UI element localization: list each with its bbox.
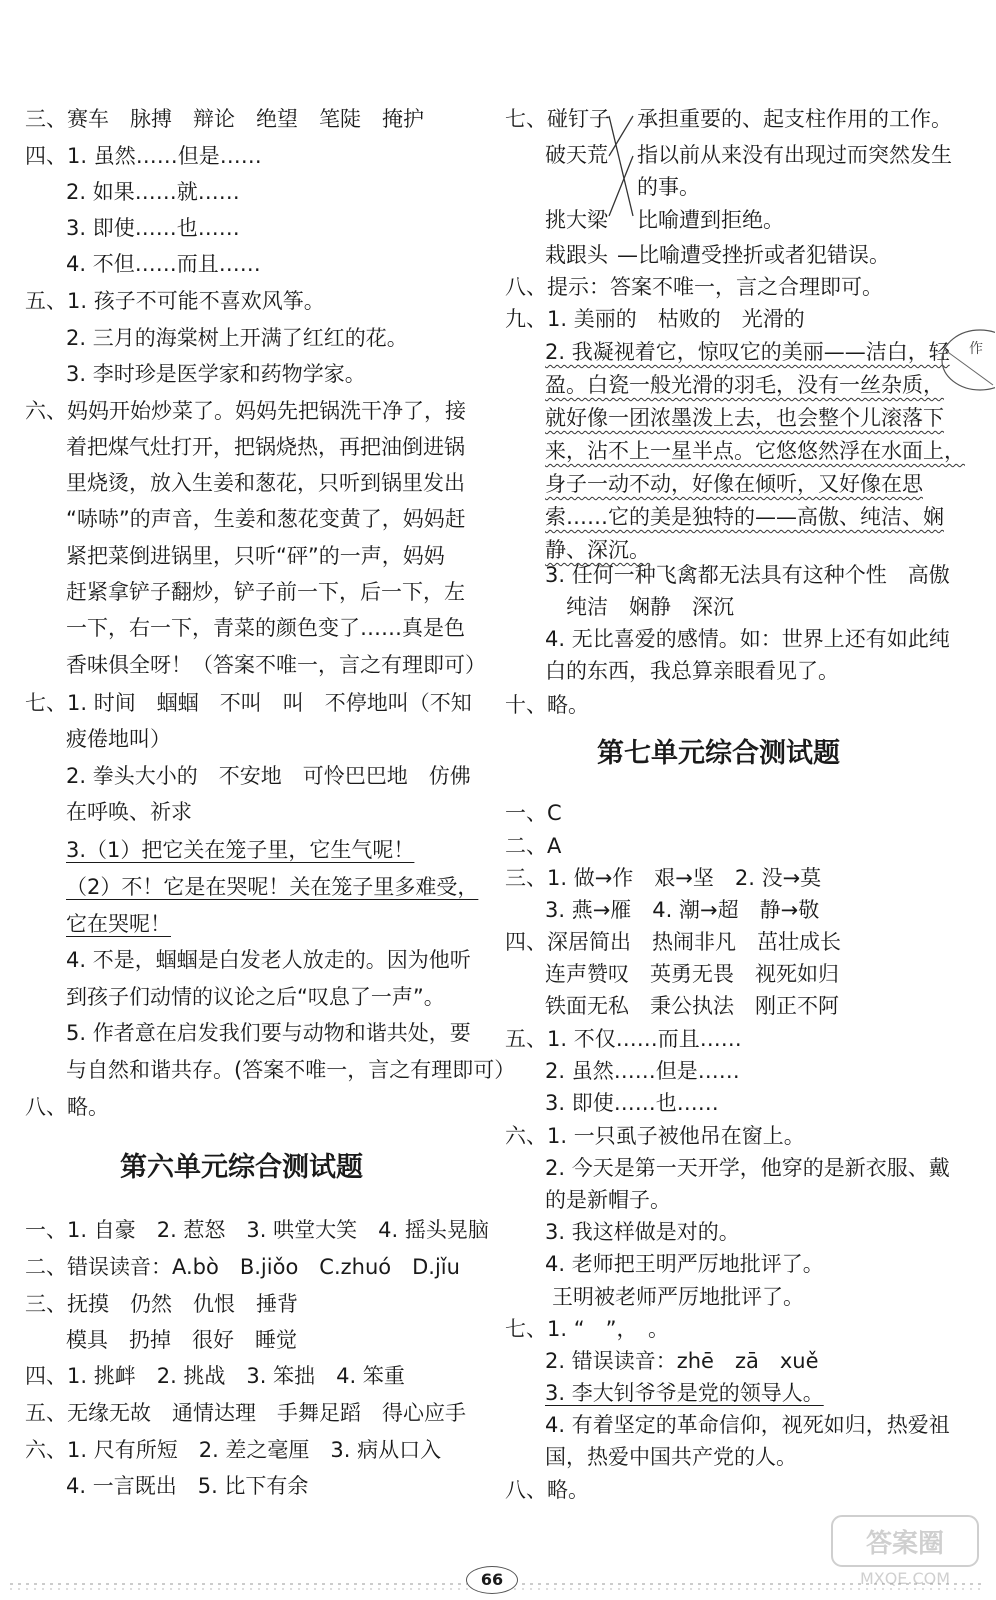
- left-answer-4-2: 2. 如果……就……: [66, 180, 240, 204]
- unit7-answer-7-4b: 国，热爱中国共产党的人。: [545, 1445, 797, 1469]
- left-answer-4-4: 4. 不但……而且……: [66, 252, 261, 276]
- match-def-4: —比喻遭受挫折或者犯错误。: [617, 243, 890, 267]
- unit7-answer-6-2a: 2. 今天是第一天开学，他穿的是新衣服、戴: [545, 1156, 950, 1180]
- left-answer-6-line4: “哧哧”的声音，生姜和葱花变黄了，妈妈赶: [66, 507, 466, 531]
- left-answer-7-line6: （2）不！它是在哭呢！关在笼子里多难受，: [66, 875, 479, 899]
- unit6-title: 第六单元综合测试题: [120, 1152, 363, 1183]
- match-term-1: 七、碰钉子: [505, 107, 610, 131]
- right-answer-9-2-line6: 索……它的美是独特的——高傲、纯洁、娴: [545, 505, 944, 529]
- unit6-answer-1: 一、1. 自豪 2. 惹怒 3. 哄堂大笑 4. 摇头晃脑: [25, 1218, 489, 1242]
- page-number: 66: [466, 1566, 518, 1594]
- unit6-answer-3a: 三、抚摸 仍然 仇恨 捶背: [25, 1292, 298, 1316]
- unit6-answer-5: 五、无缘无故 通情达理 手舞足蹈 得心应手: [25, 1401, 466, 1425]
- left-answer-6-line5: 紧把菜倒进锅里，只听“砰”的一声，妈妈: [66, 544, 445, 568]
- unit7-answer-5-3: 3. 即使……也……: [545, 1091, 719, 1115]
- unit7-answer-7-1: 七、1. “ ”， 。: [505, 1317, 669, 1341]
- unit7-answer-3a: 三、1. 做→作 艰→坚 2. 没→莫: [505, 866, 822, 890]
- unit6-answer-6a: 六、1. 尺有所短 2. 差之毫厘 3. 病从口入: [25, 1438, 442, 1462]
- left-answer-6-line3: 里烧烫，放入生姜和葱花，只听到锅里发出: [66, 471, 465, 495]
- match-def-3: 比喻遭到拒绝。: [637, 208, 784, 232]
- left-answer-6-line6: 赶紧拿铲子翻炒，铲子前一下，后一下，左: [66, 580, 465, 604]
- right-answer-9-3-line1: 3. 任何一种飞禽都无法具有这种个性 高傲: [545, 563, 950, 587]
- left-answer-4-1: 四、1. 虽然……但是……: [25, 144, 262, 168]
- unit6-answer-4: 四、1. 挑衅 2. 挑战 3. 笨拙 4. 笨重: [25, 1364, 405, 1388]
- unit7-answer-7-3: 3. 李大钊爷爷是党的领导人。: [545, 1381, 824, 1405]
- unit7-answer-6-1: 六、1. 一只虱子被他吊在窗上。: [505, 1124, 805, 1148]
- svg-text:答案圈: 答案圈: [865, 1529, 945, 1559]
- left-answer-6-line2: 着把煤气灶打开，把锅烧热，再把油倒进锅: [66, 435, 465, 459]
- unit7-answer-4c: 铁面无私 秉公执法 刚正不阿: [545, 994, 839, 1018]
- match-def-1: 承担重要的、起支柱作用的工作。: [637, 107, 952, 131]
- left-answer-7-line10: 5. 作者意在启发我们要与动物和谐共处，要: [66, 1021, 471, 1045]
- stamp-mark: [935, 325, 995, 395]
- unit7-answer-3b: 3. 燕→雁 4. 潮→超 静→敬: [545, 898, 820, 922]
- left-answer-7-line4: 在呼唤、祈求: [66, 800, 192, 824]
- unit7-answer-7-4a: 4. 有着坚定的革命信仰，视死如归，热爱祖: [545, 1413, 950, 1437]
- match-def-2a: 指以前从来没有出现过而突然发生: [637, 143, 952, 167]
- unit7-title: 第七单元综合测试题: [597, 738, 840, 769]
- right-answer-9-2-line4: 来，沾不上一星半点。它悠悠然浮在水面上，: [545, 439, 965, 463]
- left-answer-8: 八、略。: [25, 1095, 109, 1119]
- right-answer-9-2-line7: 静、深沉。: [545, 538, 650, 562]
- unit7-answer-6-4a: 4. 老师把王明严厉地批评了。: [545, 1252, 824, 1276]
- svg-text:MXQE.COM: MXQE.COM: [859, 1569, 951, 1588]
- left-answer-6-line7: 一下，右一下，青菜的颜色变了……真是色: [66, 616, 465, 640]
- left-answer-5-1: 五、1. 孩子不可能不喜欢风筝。: [25, 289, 325, 313]
- unit7-answer-7-2: 2. 错误读音：zhē zā xuě: [545, 1349, 819, 1373]
- right-answer-9-2-line5: 身子一动不动，好像在倾听，又好像在思: [545, 472, 923, 496]
- match-term-4: 栽跟头: [545, 243, 608, 267]
- left-answer-3: 三、赛车 脉搏 辩论 绝望 笔陡 掩护: [25, 107, 424, 131]
- left-answer-7-line8: 4. 不是，蝈蝈是白发老人放走的。因为他听: [66, 948, 471, 972]
- stamp-text: 作: [969, 341, 983, 357]
- left-answer-5-2: 2. 三月的海棠树上开满了红红的花。: [66, 326, 408, 350]
- unit7-answer-8: 八、略。: [505, 1478, 589, 1502]
- match-def-2b: 的事。: [637, 175, 700, 199]
- right-answer-9-2-line1: 2. 我凝视着它，惊叹它的美丽——洁白，轻: [545, 340, 950, 364]
- unit7-answer-2: 二、A: [505, 834, 562, 858]
- left-answer-7-line3: 2. 拳头大小的 不安地 可怜巴巴地 仿佛: [66, 764, 471, 788]
- unit7-answer-6-2b: 的是新帽子。: [545, 1188, 671, 1212]
- match-term-3: 挑大梁: [545, 208, 608, 232]
- unit6-answer-3b: 模具 扔掉 很好 睡觉: [66, 1328, 297, 1352]
- unit7-answer-6-4b: 王明被老师严厉地批评了。: [552, 1285, 804, 1309]
- unit7-answer-4b: 连声赞叹 英勇无畏 视死如归: [545, 962, 839, 986]
- match-term-2: 破天荒: [545, 143, 608, 167]
- unit7-answer-1: 一、C: [505, 801, 562, 825]
- unit7-answer-5-1: 五、1. 不仅……而且……: [505, 1027, 742, 1051]
- right-answer-9-3-line2: 纯洁 娴静 深沉: [566, 595, 734, 619]
- unit6-answer-2: 二、错误读音：A.bò B.jiǒo C.zhuó D.jǐu: [25, 1255, 460, 1279]
- left-answer-4-3: 3. 即使……也……: [66, 216, 240, 240]
- left-answer-7-line7: 它在哭呢！: [66, 912, 171, 936]
- right-answer-9-2-line2: 盈。白瓷一般光滑的羽毛，没有一丝杂质，: [545, 373, 944, 397]
- right-answer-9-2-line3: 就好像一团浓墨泼上去，也会整个儿滚落下: [545, 406, 944, 430]
- right-answer-8: 八、提示：答案不唯一，言之合理即可。: [505, 275, 883, 299]
- left-answer-7-line2: 疲倦地叫）: [66, 727, 171, 751]
- unit7-answer-4a: 四、深居简出 热闹非凡 茁壮成长: [505, 930, 841, 954]
- left-answer-7-line1: 七、1. 时间 蝈蝈 不叫 叫 不停地叫（不知: [25, 691, 472, 715]
- left-answer-5-3: 3. 李时珍是医学家和药物学家。: [66, 362, 366, 386]
- left-answer-7-line5: 3.（1）把它关在笼子里，它生气呢！: [66, 838, 415, 862]
- left-answer-6-line1: 六、妈妈开始炒菜了。妈妈先把锅洗干净了，接: [25, 399, 466, 423]
- left-answer-7-line9: 到孩子们动情的议论之后“叹息了一声”。: [66, 985, 445, 1009]
- right-answer-9-4-line2: 白的东西，我总算亲眼看见了。: [545, 659, 839, 683]
- left-answer-7-line11: 与自然和谐共存。(答案不唯一，言之有理即可）: [66, 1058, 516, 1082]
- right-answer-10: 十、略。: [505, 693, 589, 717]
- unit7-answer-6-3: 3. 我这样做是对的。: [545, 1220, 740, 1244]
- right-answer-9-1: 九、1. 美丽的 枯败的 光滑的: [505, 307, 805, 331]
- unit6-answer-6b: 4. 一言既出 5. 比下有余: [66, 1474, 309, 1498]
- right-answer-9-4-line1: 4. 无比喜爱的感情。如：世界上还有如此纯: [545, 627, 950, 651]
- matching-lines: [607, 108, 637, 228]
- unit7-answer-5-2: 2. 虽然……但是……: [545, 1059, 740, 1083]
- left-answer-6-line8: 香味俱全呀！（答案不唯一，言之有理即可）: [66, 653, 486, 677]
